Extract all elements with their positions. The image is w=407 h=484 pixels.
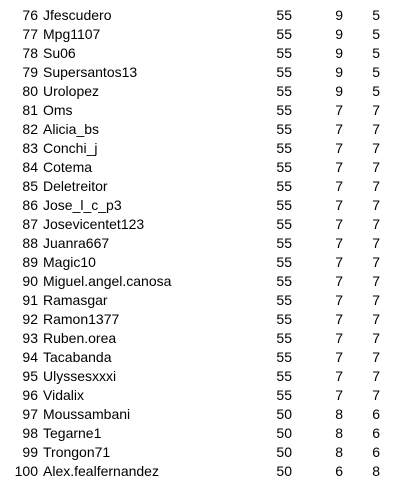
stat-column-1: 7: [335, 368, 343, 384]
ranking-row: [0, 82, 407, 101]
rank-number: 90: [22, 273, 38, 289]
points-value: 55: [276, 102, 292, 118]
stat-column-1: 7: [335, 292, 343, 308]
ranking-row: [0, 386, 407, 405]
ranking-row: [0, 44, 407, 63]
player-name: Ramon1377: [43, 311, 120, 327]
rank-number: 81: [22, 102, 38, 118]
rank-number: 94: [22, 349, 38, 365]
stat-column-2: 7: [372, 330, 380, 346]
rank-number: 79: [22, 64, 38, 80]
rank-number: 86: [22, 197, 38, 213]
stat-column-2: 5: [372, 83, 380, 99]
points-value: 55: [276, 330, 292, 346]
ranking-row: [0, 405, 407, 424]
rank-number: 80: [22, 83, 38, 99]
stat-column-2: 7: [372, 273, 380, 289]
points-value: 50: [276, 406, 292, 422]
points-value: 55: [276, 83, 292, 99]
stat-column-1: 7: [335, 254, 343, 270]
ranking-row: [0, 101, 407, 120]
points-value: 55: [276, 273, 292, 289]
rank-number: 100: [14, 463, 38, 479]
ranking-list: [0, 6, 407, 481]
player-name: Trongon71: [43, 444, 111, 460]
stat-column-1: 6: [335, 463, 343, 479]
stat-column-2: 7: [372, 178, 380, 194]
rank-number: 84: [22, 159, 38, 175]
player-name: Tegarne1: [43, 425, 102, 441]
player-name: Alex.fealfernandez: [43, 463, 159, 479]
rank-number: 89: [22, 254, 38, 270]
player-name: Magic10: [43, 254, 96, 270]
ranking-row: [0, 424, 407, 443]
player-name: Juanra667: [43, 235, 110, 251]
player-name: Oms: [43, 102, 73, 118]
player-name: Ramasgar: [43, 292, 108, 308]
stat-column-1: 7: [335, 387, 343, 403]
stat-column-1: 7: [335, 121, 343, 137]
player-name: Mpg1107: [43, 26, 101, 42]
player-name: Moussambani: [43, 406, 131, 422]
rank-number: 88: [22, 235, 38, 251]
stat-column-1: 7: [335, 140, 343, 156]
stat-column-2: 7: [372, 102, 380, 118]
stat-column-1: 7: [335, 178, 343, 194]
stat-column-2: 7: [372, 216, 380, 232]
ranking-row: [0, 291, 407, 310]
player-name: Urolopez: [43, 83, 100, 99]
stat-column-1: 7: [335, 159, 343, 175]
points-value: 55: [276, 197, 292, 213]
ranking-row: [0, 177, 407, 196]
ranking-row: [0, 367, 407, 386]
points-value: 55: [276, 45, 292, 61]
points-value: 55: [276, 216, 292, 232]
stat-column-1: 9: [335, 26, 343, 42]
player-name: Miguel.angel.canosa: [43, 273, 172, 289]
stat-column-1: 8: [335, 406, 343, 422]
ranking-row: [0, 462, 407, 481]
player-name: Deletreitor: [43, 178, 108, 194]
points-value: 55: [276, 7, 292, 23]
points-value: 50: [276, 463, 292, 479]
stat-column-2: 7: [372, 121, 380, 137]
stat-column-2: 6: [372, 425, 380, 441]
ranking-row: [0, 234, 407, 253]
points-value: 50: [276, 444, 292, 460]
points-value: 55: [276, 64, 292, 80]
stat-column-1: 9: [335, 83, 343, 99]
rank-number: 85: [22, 178, 38, 194]
points-value: 55: [276, 235, 292, 251]
stat-column-1: 7: [335, 102, 343, 118]
ranking-row: [0, 329, 407, 348]
stat-column-2: 5: [372, 26, 380, 42]
rank-number: 76: [22, 7, 38, 23]
ranking-row: [0, 348, 407, 367]
stat-column-1: 9: [335, 45, 343, 61]
player-name: Jfescudero: [43, 7, 112, 23]
stat-column-2: 7: [372, 140, 380, 156]
stat-column-2: 7: [372, 197, 380, 213]
stat-column-2: 5: [372, 45, 380, 61]
points-value: 55: [276, 121, 292, 137]
stat-column-1: 7: [335, 330, 343, 346]
player-name: Supersantos13: [43, 64, 138, 80]
stat-column-2: 7: [372, 368, 380, 384]
stat-column-2: 5: [372, 64, 380, 80]
stat-column-1: 7: [335, 216, 343, 232]
stat-column-1: 8: [335, 444, 343, 460]
stat-column-2: 7: [372, 349, 380, 365]
rank-number: 82: [22, 121, 38, 137]
rank-number: 93: [22, 330, 38, 346]
points-value: 55: [276, 387, 292, 403]
points-value: 55: [276, 349, 292, 365]
rank-number: 78: [22, 45, 38, 61]
stat-column-2: 7: [372, 235, 380, 251]
player-name: Josevicentet123: [43, 216, 145, 232]
ranking-row: [0, 139, 407, 158]
rank-number: 99: [22, 444, 38, 460]
rank-number: 98: [22, 425, 38, 441]
ranking-row: [0, 215, 407, 234]
ranking-row: [0, 25, 407, 44]
player-name: Cotema: [43, 159, 93, 175]
points-value: 55: [276, 311, 292, 327]
stat-column-1: 7: [335, 273, 343, 289]
player-name: Alicia_bs: [43, 121, 100, 137]
points-value: 55: [276, 140, 292, 156]
points-value: 55: [276, 368, 292, 384]
ranking-row: [0, 120, 407, 139]
stat-column-2: 6: [372, 406, 380, 422]
player-name: Jose_l_c_p3: [43, 197, 122, 213]
points-value: 55: [276, 159, 292, 175]
points-value: 55: [276, 254, 292, 270]
player-name: Ulyssesxxxi: [43, 368, 117, 384]
stat-column-2: 7: [372, 387, 380, 403]
rank-number: 96: [22, 387, 38, 403]
points-value: 55: [276, 292, 292, 308]
points-value: 50: [276, 425, 292, 441]
rank-number: 97: [22, 406, 38, 422]
ranking-row: [0, 310, 407, 329]
stat-column-1: 7: [335, 235, 343, 251]
ranking-row: [0, 272, 407, 291]
ranking-row: [0, 443, 407, 462]
ranking-row: [0, 6, 407, 25]
stat-column-2: 8: [372, 463, 380, 479]
points-value: 55: [276, 26, 292, 42]
stat-column-2: 5: [372, 7, 380, 23]
stat-column-2: 7: [372, 159, 380, 175]
rank-number: 91: [22, 292, 38, 308]
rank-number: 92: [22, 311, 38, 327]
stat-column-1: 7: [335, 349, 343, 365]
stat-column-1: 9: [335, 64, 343, 80]
ranking-row: [0, 253, 407, 272]
player-name: Ruben.orea: [43, 330, 117, 346]
rank-number: 87: [22, 216, 38, 232]
stat-column-1: 7: [335, 197, 343, 213]
stat-column-2: 7: [372, 292, 380, 308]
player-name: Su06: [43, 45, 76, 61]
points-value: 55: [276, 178, 292, 194]
rank-number: 83: [22, 140, 38, 156]
stat-column-2: 7: [372, 311, 380, 327]
stat-column-2: 6: [372, 444, 380, 460]
player-name: Tacabanda: [43, 349, 112, 365]
stat-column-1: 9: [335, 7, 343, 23]
rank-number: 77: [22, 26, 38, 42]
stat-column-2: 7: [372, 254, 380, 270]
player-name: Vidalix: [43, 387, 84, 403]
ranking-row: [0, 63, 407, 82]
ranking-row: [0, 158, 407, 177]
rank-number: 95: [22, 368, 38, 384]
ranking-row: [0, 196, 407, 215]
stat-column-1: 7: [335, 311, 343, 327]
player-name: Conchi_j: [43, 140, 98, 156]
stat-column-1: 8: [335, 425, 343, 441]
